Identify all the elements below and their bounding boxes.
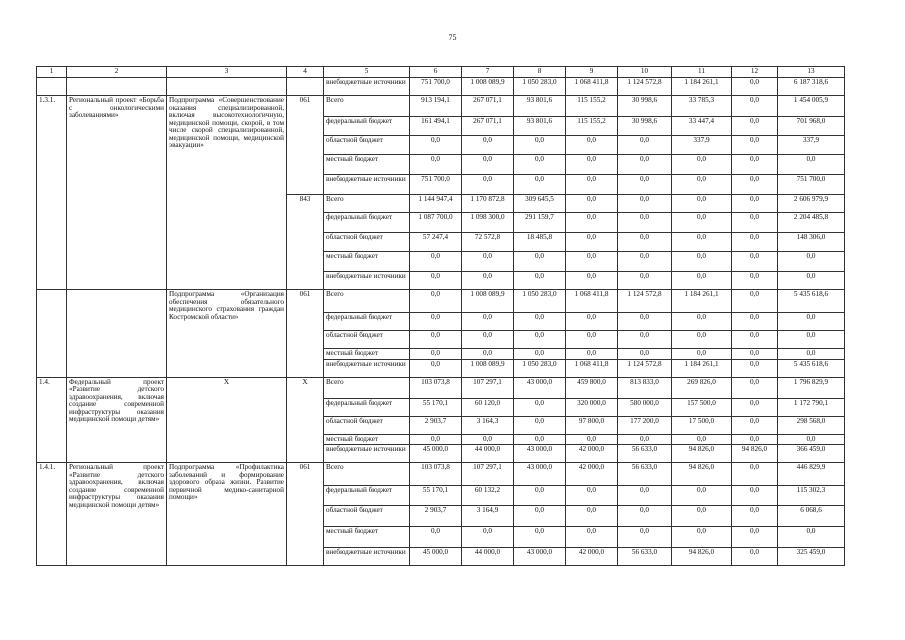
amount-cell: 5 435 618,6 — [778, 359, 845, 377]
amount-cell: 0,0 — [566, 486, 618, 506]
amount-cell: 0,0 — [618, 136, 672, 155]
amount-cell: 0,0 — [778, 272, 845, 290]
amount-cell: 43 000,0 — [514, 463, 566, 486]
amount-cell: 0,0 — [514, 313, 566, 331]
admin-code — [287, 78, 324, 96]
table-row — [37, 290, 845, 313]
amount-cell: 0,0 — [410, 155, 462, 175]
amount-cell: 2 204 485,8 — [778, 213, 845, 233]
amount-cell: 56 633,0 — [618, 463, 672, 486]
amount-cell: 0,0 — [566, 233, 618, 252]
project-name — [67, 290, 167, 378]
amount-cell: 2 903,7 — [410, 506, 462, 527]
amount-cell: 459 800,0 — [566, 377, 618, 398]
amount-cell: 3 164,3 — [462, 416, 514, 434]
amount-cell: 56 633,0 — [618, 548, 672, 566]
amount-cell: 580 000,0 — [618, 398, 672, 416]
amount-cell: 60 132,2 — [462, 486, 514, 506]
amount-cell: 0,0 — [566, 313, 618, 331]
amount-cell: 97 800,0 — [566, 416, 618, 434]
amount-cell: 0,0 — [462, 252, 514, 272]
amount-cell: 0,0 — [732, 136, 778, 155]
amount-cell: 1 124 572,8 — [618, 359, 672, 377]
amount-cell: 0,0 — [514, 272, 566, 290]
column-header: 5 — [324, 67, 410, 78]
amount-cell: 1 098 300,0 — [462, 213, 514, 233]
amount-cell: 0,0 — [514, 155, 566, 175]
admin-code: 061 — [287, 290, 324, 378]
funding-source: областной бюджет — [324, 136, 410, 155]
funding-source: федеральный бюджет — [324, 117, 410, 136]
amount-cell: 0,0 — [672, 313, 732, 331]
amount-cell: 0,0 — [672, 331, 732, 349]
funding-source: местный бюджет — [324, 434, 410, 445]
amount-cell: 1 144 947,4 — [410, 195, 462, 213]
amount-cell: 1 008 089,9 — [462, 78, 514, 96]
amount-cell: 1 050 283,0 — [514, 359, 566, 377]
amount-cell: 0,0 — [672, 349, 732, 360]
column-header: 6 — [410, 67, 462, 78]
amount-cell: 309 645,5 — [514, 195, 566, 213]
amount-cell: 751 700,0 — [778, 175, 845, 195]
amount-cell: 0,0 — [462, 136, 514, 155]
column-header: 12 — [732, 67, 778, 78]
amount-cell: 1 068 411,8 — [566, 290, 618, 313]
table-row — [37, 96, 845, 117]
amount-cell: 94 826,0 — [672, 548, 732, 566]
amount-cell: 0,0 — [618, 486, 672, 506]
amount-cell: 0,0 — [672, 195, 732, 213]
row-number: 1.3.1. — [37, 96, 67, 290]
admin-code: 843 — [287, 195, 324, 290]
subprogram-name: Подпрограмма «Совершенствование оказания специализированной, включая высокотехнологичную, медицинской помощи, скорой, в том числе скорой специализированной, медицинской помощи, медицинской эвакуации» — [167, 96, 287, 290]
amount-cell: 1 796 829,9 — [778, 377, 845, 398]
funding-source: внебюджетные источники — [324, 175, 410, 195]
subprogram-name: Подпрограмма «Организация обеспечения обязательного медицинского страхования граждан Костромской области» — [167, 290, 287, 378]
amount-cell: 0,0 — [732, 527, 778, 548]
amount-cell: 1 124 572,8 — [618, 78, 672, 96]
amount-cell: 0,0 — [732, 96, 778, 117]
amount-cell: 42 000,0 — [566, 445, 618, 463]
amount-cell: 44 000,0 — [462, 445, 514, 463]
amount-cell: 0,0 — [778, 155, 845, 175]
amount-cell: 0,0 — [618, 331, 672, 349]
amount-cell: 1 087 700,0 — [410, 213, 462, 233]
page-number: 75 — [448, 33, 457, 42]
amount-cell: 45 000,0 — [410, 548, 462, 566]
amount-cell: 0,0 — [618, 155, 672, 175]
amount-cell: 0,0 — [514, 136, 566, 155]
amount-cell: 0,0 — [618, 313, 672, 331]
amount-cell: 55 170,1 — [410, 398, 462, 416]
subprogram-name: X — [167, 377, 287, 463]
amount-cell: 177 200,0 — [618, 416, 672, 434]
amount-cell: 0,0 — [618, 272, 672, 290]
amount-cell: 0,0 — [732, 313, 778, 331]
amount-cell: 56 633,0 — [618, 445, 672, 463]
funding-source: Всего — [324, 463, 410, 486]
project-name: Региональный проект «Развитие детского здравоохранения, включая создание современной инфраструктуры оказания медицинской помощи детям» — [67, 463, 167, 566]
amount-cell: 0,0 — [672, 175, 732, 195]
amount-cell: 325 459,0 — [778, 548, 845, 566]
amount-cell: 0,0 — [732, 416, 778, 434]
amount-cell: 44 000,0 — [462, 548, 514, 566]
amount-cell: 0,0 — [514, 252, 566, 272]
amount-cell: 1 008 089,9 — [462, 290, 514, 313]
amount-cell: 0,0 — [514, 349, 566, 360]
amount-cell: 0,0 — [672, 213, 732, 233]
amount-cell: 0,0 — [462, 175, 514, 195]
amount-cell: 1 008 089,9 — [462, 359, 514, 377]
amount-cell: 148 306,0 — [778, 233, 845, 252]
amount-cell: 103 073,8 — [410, 463, 462, 486]
amount-cell: 0,0 — [618, 252, 672, 272]
amount-cell: 0,0 — [618, 213, 672, 233]
funding-source: внебюджетные источники — [324, 272, 410, 290]
funding-source: федеральный бюджет — [324, 398, 410, 416]
amount-cell: 42 000,0 — [566, 463, 618, 486]
funding-source: местный бюджет — [324, 155, 410, 175]
project-name — [67, 78, 167, 96]
amount-cell: 0,0 — [618, 195, 672, 213]
funding-source: внебюджетные источники — [324, 359, 410, 377]
amount-cell: 107 297,1 — [462, 463, 514, 486]
amount-cell: 0,0 — [732, 398, 778, 416]
amount-cell: 269 826,0 — [672, 377, 732, 398]
amount-cell: 267 071,1 — [462, 96, 514, 117]
amount-cell: 0,0 — [732, 331, 778, 349]
amount-cell: 0,0 — [618, 175, 672, 195]
amount-cell: 0,0 — [566, 349, 618, 360]
amount-cell: 0,0 — [732, 506, 778, 527]
budget-table — [36, 66, 845, 566]
funding-source: Всего — [324, 195, 410, 213]
amount-cell: 0,0 — [410, 331, 462, 349]
funding-source: внебюджетные источники — [324, 548, 410, 566]
amount-cell: 0,0 — [514, 506, 566, 527]
amount-cell: 1 184 261,1 — [672, 78, 732, 96]
amount-cell: 0,0 — [732, 486, 778, 506]
column-header: 7 — [462, 67, 514, 78]
amount-cell: 1 454 005,9 — [778, 96, 845, 117]
amount-cell: 0,0 — [462, 349, 514, 360]
column-header: 8 — [514, 67, 566, 78]
amount-cell: 94 826,0 — [672, 463, 732, 486]
amount-cell: 0,0 — [672, 434, 732, 445]
table-header-row — [37, 67, 845, 78]
amount-cell: 0,0 — [618, 527, 672, 548]
amount-cell: 1 124 572,8 — [618, 290, 672, 313]
amount-cell: 0,0 — [732, 117, 778, 136]
amount-cell: 298 568,0 — [778, 416, 845, 434]
amount-cell: 366 459,0 — [778, 445, 845, 463]
amount-cell: 446 829,9 — [778, 463, 845, 486]
amount-cell: 17 500,0 — [672, 416, 732, 434]
funding-source: федеральный бюджет — [324, 213, 410, 233]
amount-cell: 0,0 — [732, 434, 778, 445]
amount-cell: 93 801,6 — [514, 117, 566, 136]
funding-source: федеральный бюджет — [324, 313, 410, 331]
amount-cell: 161 494,1 — [410, 117, 462, 136]
amount-cell: 751 700,0 — [410, 175, 462, 195]
admin-code: 061 — [287, 96, 324, 195]
amount-cell: 0,0 — [410, 290, 462, 313]
amount-cell: 0,0 — [778, 434, 845, 445]
amount-cell: 0,0 — [410, 359, 462, 377]
amount-cell: 115 155,2 — [566, 96, 618, 117]
amount-cell: 0,0 — [732, 548, 778, 566]
column-header: 13 — [778, 67, 845, 78]
amount-cell: 0,0 — [462, 331, 514, 349]
amount-cell: 701 968,0 — [778, 117, 845, 136]
amount-cell: 30 998,6 — [618, 117, 672, 136]
amount-cell: 18 485,8 — [514, 233, 566, 252]
amount-cell: 60 120,0 — [462, 398, 514, 416]
funding-source: местный бюджет — [324, 252, 410, 272]
amount-cell: 55 170,1 — [410, 486, 462, 506]
amount-cell: 0,0 — [672, 233, 732, 252]
amount-cell: 0,0 — [672, 272, 732, 290]
column-header: 1 — [37, 67, 67, 78]
row-number: 1.4.1. — [37, 463, 67, 566]
column-header: 2 — [67, 67, 167, 78]
amount-cell: 57 247,4 — [410, 233, 462, 252]
table-row — [37, 463, 845, 486]
amount-cell: 337,9 — [778, 136, 845, 155]
amount-cell: 813 833,0 — [618, 377, 672, 398]
amount-cell: 0,0 — [672, 155, 732, 175]
amount-cell: 115 302,3 — [778, 486, 845, 506]
amount-cell: 0,0 — [732, 272, 778, 290]
amount-cell: 0,0 — [566, 252, 618, 272]
amount-cell: 0,0 — [672, 527, 732, 548]
amount-cell: 0,0 — [778, 527, 845, 548]
amount-cell: 0,0 — [514, 416, 566, 434]
amount-cell: 42 000,0 — [566, 548, 618, 566]
funding-source: областной бюджет — [324, 416, 410, 434]
amount-cell: 107 297,1 — [462, 377, 514, 398]
amount-cell: 0,0 — [410, 252, 462, 272]
amount-cell: 0,0 — [566, 155, 618, 175]
amount-cell: 2 903,7 — [410, 416, 462, 434]
amount-cell: 2 606 979,9 — [778, 195, 845, 213]
amount-cell: 33 447,4 — [672, 117, 732, 136]
amount-cell: 0,0 — [566, 434, 618, 445]
amount-cell: 0,0 — [566, 195, 618, 213]
amount-cell: 103 073,8 — [410, 377, 462, 398]
amount-cell: 0,0 — [462, 434, 514, 445]
amount-cell: 913 194,1 — [410, 96, 462, 117]
amount-cell: 0,0 — [410, 272, 462, 290]
amount-cell: 0,0 — [410, 349, 462, 360]
amount-cell: 751 700,0 — [410, 78, 462, 96]
amount-cell: 115 155,2 — [566, 117, 618, 136]
amount-cell: 3 164,9 — [462, 506, 514, 527]
column-header: 9 — [566, 67, 618, 78]
amount-cell: 0,0 — [732, 377, 778, 398]
amount-cell: 0,0 — [618, 506, 672, 527]
row-number: 1.4. — [37, 377, 67, 463]
amount-cell: 0,0 — [566, 506, 618, 527]
amount-cell: 1 170 872,8 — [462, 195, 514, 213]
amount-cell: 0,0 — [566, 527, 618, 548]
amount-cell: 93 801,6 — [514, 96, 566, 117]
amount-cell: 0,0 — [732, 252, 778, 272]
amount-cell: 0,0 — [566, 136, 618, 155]
amount-cell: 0,0 — [672, 506, 732, 527]
amount-cell: 5 435 618,6 — [778, 290, 845, 313]
amount-cell: 0,0 — [410, 313, 462, 331]
amount-cell: 0,0 — [778, 313, 845, 331]
amount-cell: 0,0 — [410, 527, 462, 548]
amount-cell: 157 500,0 — [672, 398, 732, 416]
amount-cell: 0,0 — [618, 434, 672, 445]
amount-cell: 0,0 — [410, 136, 462, 155]
amount-cell: 1 184 261,1 — [672, 359, 732, 377]
amount-cell: 0,0 — [778, 252, 845, 272]
amount-cell: 1 184 261,1 — [672, 290, 732, 313]
amount-cell: 1 068 411,8 — [566, 359, 618, 377]
amount-cell: 1 172 790,1 — [778, 398, 845, 416]
amount-cell: 43 000,0 — [514, 377, 566, 398]
funding-source: местный бюджет — [324, 527, 410, 548]
subprogram-name — [167, 78, 287, 96]
table-row — [37, 78, 845, 96]
funding-source: Всего — [324, 290, 410, 313]
amount-cell: 0,0 — [732, 349, 778, 360]
row-number — [37, 290, 67, 378]
amount-cell: 43 000,0 — [514, 445, 566, 463]
amount-cell: 0,0 — [462, 313, 514, 331]
funding-source: Всего — [324, 96, 410, 117]
table-row — [37, 377, 845, 398]
amount-cell: 0,0 — [732, 359, 778, 377]
amount-cell: 0,0 — [732, 155, 778, 175]
amount-cell: 33 785,3 — [672, 96, 732, 117]
funding-source: областной бюджет — [324, 331, 410, 349]
amount-cell: 1 050 283,0 — [514, 78, 566, 96]
amount-cell: 30 998,6 — [618, 96, 672, 117]
column-header: 4 — [287, 67, 324, 78]
project-name: Региональный проект «Борьба с онкологическими заболеваниями» — [67, 96, 167, 290]
amount-cell: 0,0 — [566, 272, 618, 290]
amount-cell: 0,0 — [732, 290, 778, 313]
amount-cell: 0,0 — [462, 155, 514, 175]
amount-cell: 0,0 — [566, 175, 618, 195]
admin-code: 061 — [287, 463, 324, 566]
amount-cell: 43 000,0 — [514, 548, 566, 566]
amount-cell: 291 159,7 — [514, 213, 566, 233]
amount-cell: 0,0 — [672, 486, 732, 506]
amount-cell: 0,0 — [514, 434, 566, 445]
amount-cell: 0,0 — [618, 349, 672, 360]
funding-source: местный бюджет — [324, 349, 410, 360]
amount-cell: 0,0 — [732, 463, 778, 486]
amount-cell: 320 000,0 — [566, 398, 618, 416]
amount-cell: 0,0 — [778, 349, 845, 360]
amount-cell: 94 826,0 — [732, 445, 778, 463]
amount-cell: 337,9 — [672, 136, 732, 155]
amount-cell: 6 187 318,6 — [778, 78, 845, 96]
funding-source: федеральный бюджет — [324, 486, 410, 506]
amount-cell: 0,0 — [514, 486, 566, 506]
amount-cell: 0,0 — [514, 175, 566, 195]
subprogram-name: Подпрограмма «Профилактика заболеваний и формирование здорового образа жизни. Развитие первичной медико-санитарной помощи» — [167, 463, 287, 566]
amount-cell: 0,0 — [732, 213, 778, 233]
funding-source: внебюджетные источники — [324, 445, 410, 463]
amount-cell: 0,0 — [732, 195, 778, 213]
project-name: Федеральный проект «Развитие детского здравоохранения, включая создание современной инфраструктуры оказания медицинской помощи детям» — [67, 377, 167, 463]
funding-source: областной бюджет — [324, 233, 410, 252]
amount-cell: 45 000,0 — [410, 445, 462, 463]
row-number — [37, 78, 67, 96]
amount-cell: 6 068,6 — [778, 506, 845, 527]
amount-cell: 0,0 — [514, 398, 566, 416]
amount-cell: 72 572,8 — [462, 233, 514, 252]
amount-cell: 0,0 — [618, 233, 672, 252]
amount-cell: 0,0 — [462, 272, 514, 290]
column-header: 10 — [618, 67, 672, 78]
amount-cell: 0,0 — [566, 331, 618, 349]
funding-source: областной бюджет — [324, 506, 410, 527]
amount-cell: 0,0 — [732, 78, 778, 96]
amount-cell: 0,0 — [732, 175, 778, 195]
funding-source: внебюджетные источники — [324, 78, 410, 96]
amount-cell: 0,0 — [778, 331, 845, 349]
amount-cell: 0,0 — [732, 233, 778, 252]
amount-cell: 0,0 — [566, 213, 618, 233]
admin-code: X — [287, 377, 324, 463]
column-header: 3 — [167, 67, 287, 78]
amount-cell: 1 050 283,0 — [514, 290, 566, 313]
amount-cell: 1 068 411,8 — [566, 78, 618, 96]
amount-cell: 0,0 — [514, 331, 566, 349]
amount-cell: 94 826,0 — [672, 445, 732, 463]
funding-source: Всего — [324, 377, 410, 398]
column-header: 11 — [672, 67, 732, 78]
amount-cell: 0,0 — [462, 527, 514, 548]
amount-cell: 267 071,1 — [462, 117, 514, 136]
amount-cell: 0,0 — [672, 252, 732, 272]
amount-cell: 0,0 — [410, 434, 462, 445]
amount-cell: 0,0 — [514, 527, 566, 548]
